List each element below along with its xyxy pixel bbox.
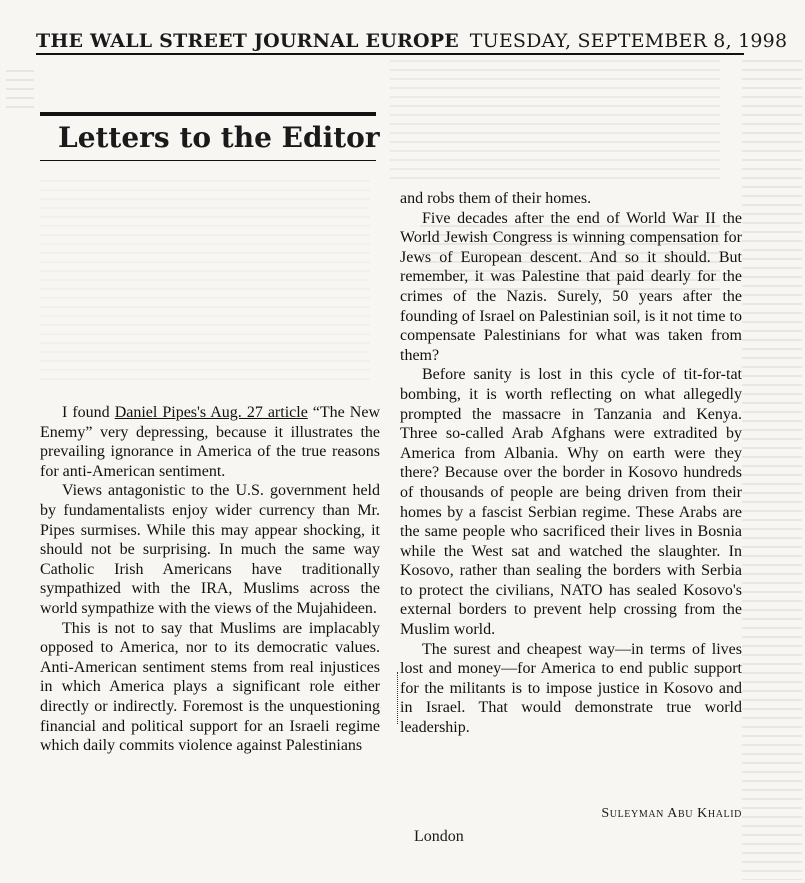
letter-paragraph: Before sanity is lost in this cycle of tit-for-tat bombing, it is worth reflecting on what allegedly prompted the massacre in Tanzania and Kenya. Three so-called Arab Afghans were extradited by America from Albania. Why on earth were they there? Because over the border in Kosovo hundreds of thousands of people are being driven from their homes by a fascist Serbian regime. These Arabs are the same people who sacrificed their lives in Bosnia while the West sat and watched the slaughter. In Kosovo, rather than sealing the borders with Serbia to protect the civilians, NATO has sealed Kosovo's external borders to prevent help crossing from the Muslim world. (400, 366, 742, 639)
letter-column-right (400, 189, 742, 738)
letter-column-left (40, 403, 380, 756)
letter-location: London (414, 828, 464, 845)
adjacent-column-fragment (742, 60, 802, 880)
letter-signature: Suleyman Abu Khalid (601, 806, 742, 821)
cited-article: Daniel Pipes's Aug. 27 article (114, 404, 308, 421)
section-rule-top (40, 112, 376, 116)
publication-name: THE WALL STREET JOURNAL EUROPE (36, 30, 459, 52)
masthead (36, 30, 788, 55)
letter-paragraph: The surest and cheapest way—in terms of lives lost and money—for America to end public support for the militants is to impose justice in Kosovo and in Israel. That would demonstrate true world leadership. (400, 640, 742, 737)
intro-text-rest: “The New Enemy” very depressing, because it illustrates the prevailing ignorance in America of the true reasons for anti-American sentiment. (40, 404, 381, 480)
letter-paragraph: Five decades after the end of World War II the World Jewish Congress is winning compensation for Jews of European descent. And so it should. But remember, it was Palestine that paid dearly for the crimes of the Nazis. Surely, 50 years after the founding of Israel on Palestinian soil, is it not time to compensate Palestinians for what was taken from them? (400, 209, 742, 364)
section-rule-bottom (40, 160, 376, 161)
letter-paragraph: Views antagonistic to the U.S. government held by fundamentalists enjoy wider currency than Mr. Pipes surmises. While this may appear shocking, it should not be surprising. In much the same way Catholic Irish Americans have traditionally sympathized with the IRA, Muslims across the world sympathize with the views of the Mujahideen. (40, 482, 380, 617)
section-title: Letters to the Editor (58, 121, 380, 154)
letter-paragraph-intro (40, 403, 380, 481)
letter-paragraph: This is not to say that Muslims are implacably opposed to America, nor to its democratic values. Anti-American sentiment stems from real injustices in which America plays a significant role either directly or indirectly. Foremost is the unquestioning financial and political support for an Israeli regime which daily commits violence against Palestinians (40, 619, 380, 755)
intro-text: I found (62, 404, 115, 421)
column-divider (397, 672, 399, 724)
bleed-through-text (40, 180, 370, 380)
bleed-through-text (390, 60, 720, 180)
publication-date: TUESDAY, SEPTEMBER 8, 1998 (469, 30, 788, 52)
letter-continuation: and robs them of their homes. (400, 190, 592, 207)
bleed-through-text (6, 70, 34, 110)
